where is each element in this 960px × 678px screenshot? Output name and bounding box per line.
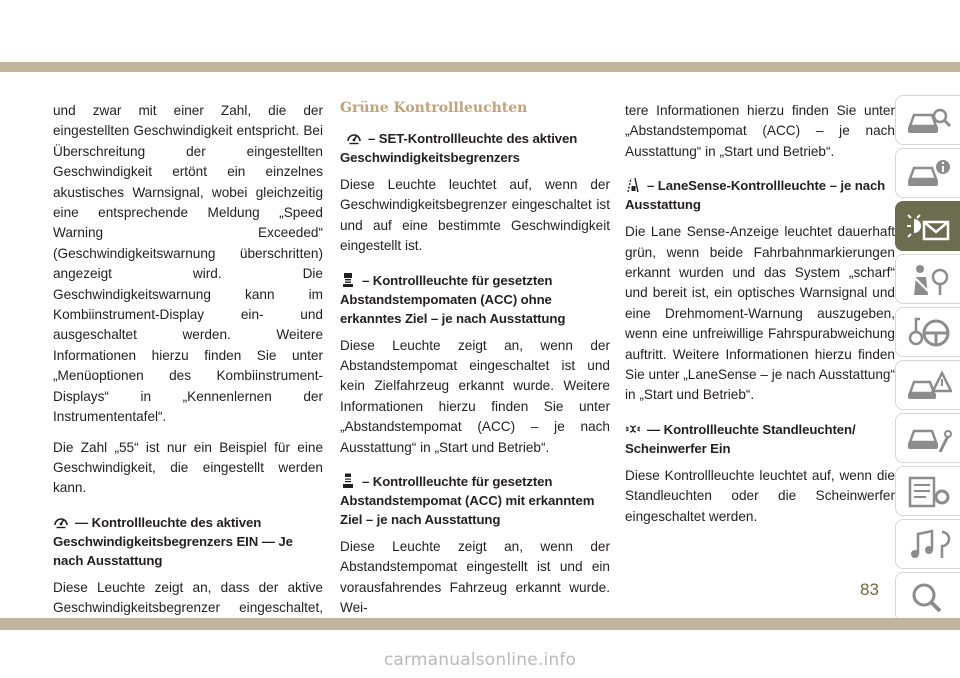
tab-seatbelt-airbag[interactable]	[895, 254, 960, 304]
car-info-icon	[906, 157, 952, 191]
hazard-car-icon	[906, 369, 952, 403]
paragraph: tere Informationen hierzu finden Sie unter „Abstandstempomat (ACC) – je nach Ausstattung“ in „Start und Betrieb“.	[625, 103, 895, 159]
paragraph: und zwar mit einer Zahl, die der eingestellten Geschwindigkeit entspricht. Bei Überschreitung der eingestellten Geschwindigkeit ertönt ein einzelnes akustisches Warnsignal, wobei gleichzeitig eine entsprechende Meldung „Speed Warning Exceeded“ (Geschwindigkeitswarnung überschritten) angezeigt wird. Die Geschwindigkeitswarnung kann im Kombiinstrument-Display ein- und ausgeschaltet werden. Weitere Informationen hierzu finden Sie unter „Menüoptionen des Kombiinstrument-Displays“ in „Kennenlernen der Instrumententafel“.	[53, 103, 323, 425]
tab-multimedia[interactable]	[895, 519, 960, 569]
indicator-heading-text: – Kontrollleuchte für gesetzten Abstandstempomaten (ACC) ohne erkanntes Ziel – je nach Ausstattung	[340, 272, 566, 326]
indicator-heading	[53, 513, 323, 570]
indicator-heading	[340, 129, 610, 167]
footer-rule	[0, 618, 960, 630]
acc-no-target-icon	[340, 272, 356, 288]
tab-warning-lights[interactable]	[895, 201, 960, 251]
tab-car-wrench[interactable]	[895, 413, 960, 463]
indicator-heading-text: — Kontrollleuchte des aktiven Geschwindigkeitsbegrenzers EIN — Je nach Ausstattung	[53, 514, 293, 568]
column-3	[625, 101, 895, 527]
paragraph: Diese Kontrollleuchte leuchtet auf, wenn die Standleuchten oder die Scheinwerfer eingeschaltet werden.	[625, 467, 895, 524]
music-navigation-icon	[906, 528, 952, 562]
indicator-heading	[340, 271, 610, 328]
indicator-heading-text: – SET-Kontrollleuchte des aktiven Geschwindigkeitsbegrenzers	[340, 131, 578, 165]
speed-limiter-icon	[53, 514, 69, 530]
indicator-heading	[625, 420, 895, 458]
indicator-heading-text: – LaneSense-Kontrollleuchte – je nach Ausstattung	[625, 178, 886, 213]
indicator-heading	[625, 176, 895, 214]
warning-lights-envelope-icon	[906, 210, 952, 244]
car-wrench-icon	[906, 422, 952, 456]
paragraph: Diese Leuchte zeigt an, wenn der Abstandstempomat eingestellt ist und ein vorausfahrendes Fahrzeug erkannt wurde. Wei-	[340, 539, 610, 616]
paragraph: Diese Leuchte leuchtet auf, wenn der Geschwindigkeitsbegrenzer eingeschaltet ist und auf eine bestimmte Geschwindigkeit eingestellt ist.	[340, 177, 610, 254]
paragraph: Die Zahl „55“ ist nur ein Beispiel für eine Geschwindigkeit, die eingestellt werden kann.	[53, 439, 323, 496]
tab-search[interactable]	[895, 572, 960, 622]
header-band	[0, 0, 960, 76]
search-icon	[906, 581, 952, 615]
tab-car-info[interactable]	[895, 148, 960, 198]
header-rule	[0, 62, 960, 72]
seatbelt-airbag-icon	[906, 263, 952, 297]
page-number: 83	[860, 580, 879, 599]
car-magnifier-icon	[906, 104, 952, 138]
tab-car-magnifier[interactable]	[895, 95, 960, 145]
column-2	[340, 101, 610, 619]
checklist-gear-icon	[906, 475, 952, 509]
tab-steering-key[interactable]	[895, 307, 960, 357]
paragraph: Diese Leuchte zeigt an, wenn der Abstandstempomat eingeschaltet ist und kein Zielfahrzeug erkannt wurde. Weitere Informationen hierzu finden Sie unter „Abstandstempomat (ACC) – je nach Ausstattung“ in „Start und Betrieb“.	[340, 337, 610, 455]
tab-hazard[interactable]	[895, 360, 960, 410]
column-1	[53, 101, 323, 639]
paragraph: Die Lane Sense-Anzeige leuchtet dauerhaft grün, wenn beide Fahrbahnmarkierungen erkannt wurden und das System „scharf“ und bereit ist, ein optisches Warnsignal und eine Drehmoment-Warnung auszugeben, wenn eine unfreiwillige Fahrspurabweichung auftritt. Weitere Informationen hierzu finden Sie unter „LaneSense – je nach Ausstattung“ in „Start und Betrieb“.	[625, 224, 895, 403]
indicator-heading-text: – Kontrollleuchte für gesetzten Abstandstempomat (ACC) mit erkanntem Ziel – je nach Ausstattung	[340, 474, 595, 528]
lanesense-icon	[625, 177, 641, 193]
parking-lights-icon	[625, 421, 641, 437]
speed-limiter-set-icon	[346, 130, 362, 146]
indicator-heading	[340, 472, 610, 529]
acc-target-detected-icon	[340, 473, 356, 489]
tab-checklist[interactable]	[895, 466, 960, 516]
watermark: carmanualsonline.info	[383, 650, 577, 670]
indicator-heading-text: — Kontrollleuchte Standleuchten/ Scheinwerfer Ein	[625, 421, 856, 456]
section-title: Grüne Kontrollleuchten	[340, 100, 528, 116]
steering-wheel-key-icon	[906, 316, 952, 350]
paragraph: Diese Leuchte zeigt an, dass der aktive Geschwindigkeitsbegrenzer eingeschaltet,	[53, 579, 323, 616]
